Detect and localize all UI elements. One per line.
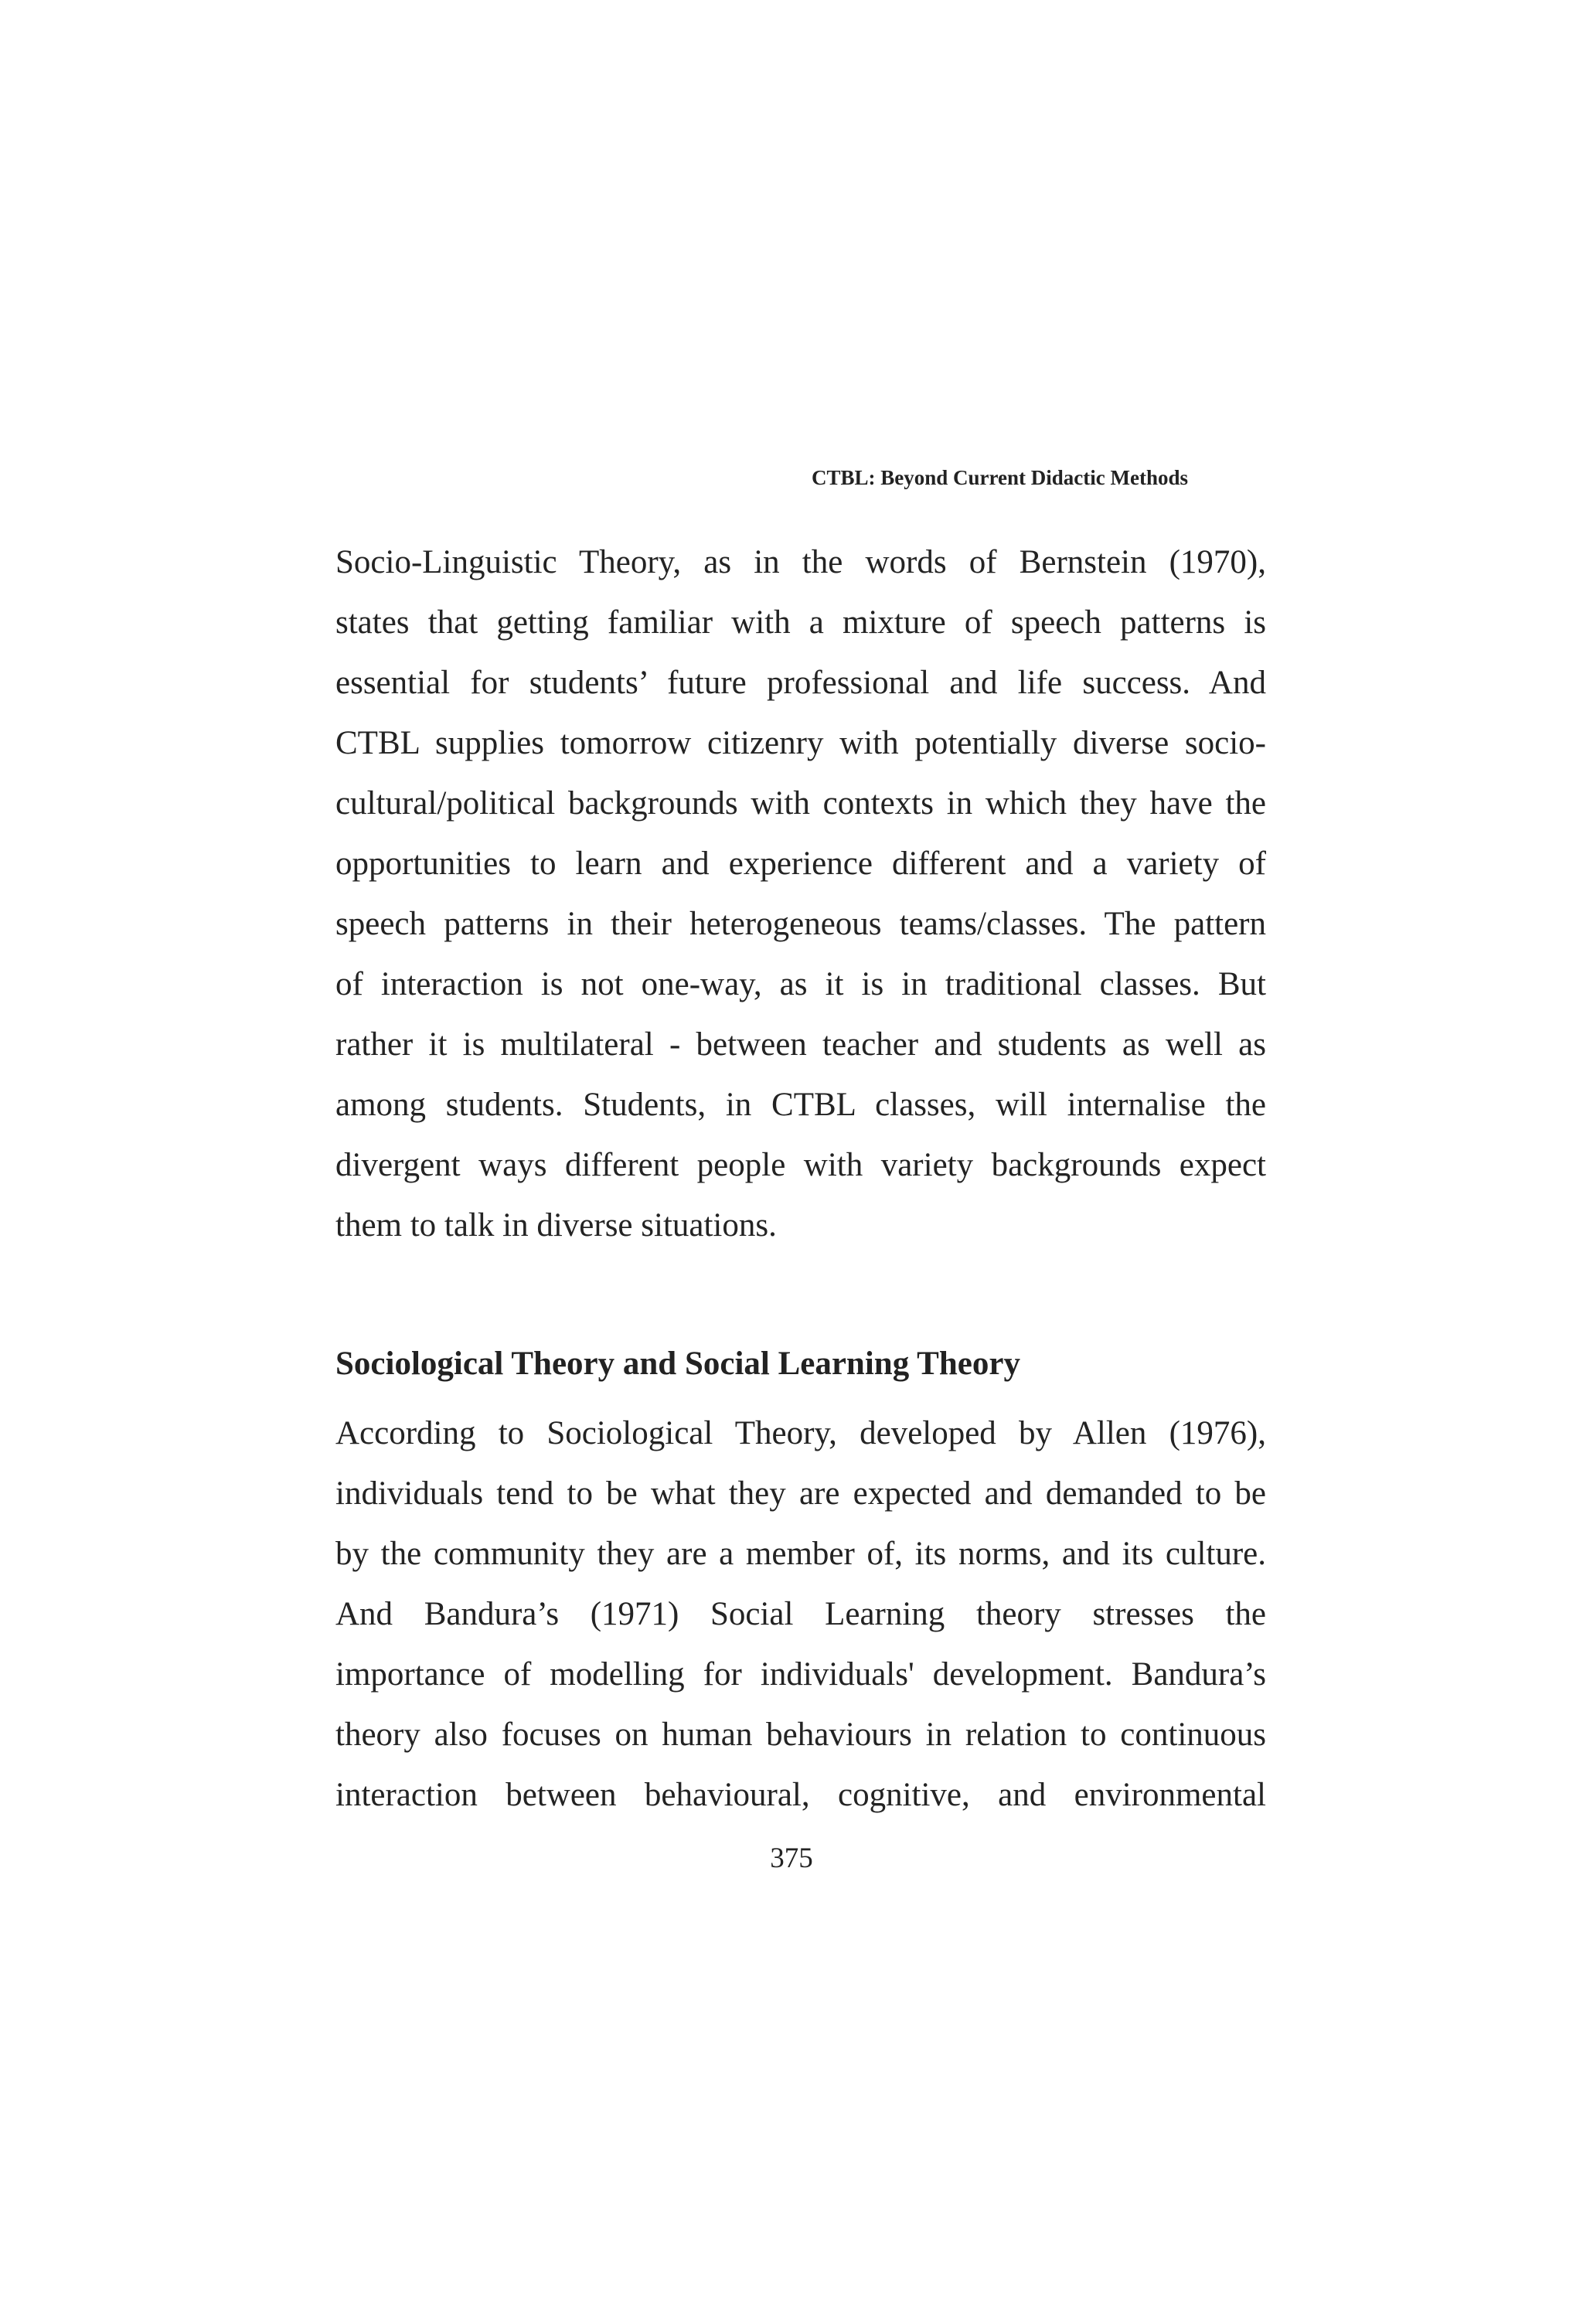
text-line: cultural/political backgrounds with contexts in which they have the: [335, 785, 1266, 822]
text-line: of interaction is not one-way, as it is in traditional classes. But: [335, 966, 1266, 1002]
paragraph-socio-linguistic: [335, 533, 1266, 1256]
text-line: speech patterns in their heterogeneous teams/classes. The pattern: [335, 906, 1266, 942]
text-line: states that getting familiar with a mixture of speech patterns is: [335, 604, 1266, 641]
text-line: interaction between behavioural, cognitive, and environmental: [335, 1777, 1266, 1813]
text-line: CTBL supplies tomorrow citizenry with potentially diverse socio-: [335, 725, 1266, 761]
running-header: CTBL: Beyond Current Didactic Methods: [812, 466, 1189, 489]
text-line: rather it is multilateral - between teacher and students as well as: [335, 1026, 1266, 1063]
text-line: importance of modelling for individuals' development. Bandura’s: [335, 1656, 1266, 1693]
text-line: opportunities to learn and experience different and a variety of: [335, 846, 1266, 882]
paragraph-sociological-theory: [335, 1404, 1266, 1826]
text-line: them to talk in diverse situations.: [335, 1207, 777, 1244]
text-line: divergent ways different people with variety backgrounds expect: [335, 1147, 1266, 1183]
text-line: individuals tend to be what they are expected and demanded to be: [335, 1475, 1266, 1512]
text-line: essential for students’ future professional and life success. And: [335, 665, 1266, 701]
text-line: And Bandura’s (1971) Social Learning theory stresses the: [335, 1596, 1266, 1632]
text-line: According to Sociological Theory, developed by Allen (1976),: [335, 1415, 1266, 1451]
page-number: 375: [770, 1843, 813, 1874]
text-line: among students. Students, in CTBL classes, will internalise the: [335, 1087, 1266, 1123]
text-line: by the community they are a member of, its norms, and its culture.: [335, 1536, 1266, 1572]
section-heading: Sociological Theory and Social Learning Theory: [335, 1346, 1020, 1382]
text-line: theory also focuses on human behaviours in relation to continuous: [335, 1717, 1266, 1753]
text-line: Socio-Linguistic Theory, as in the words of Bernstein (1970),: [335, 544, 1266, 580]
